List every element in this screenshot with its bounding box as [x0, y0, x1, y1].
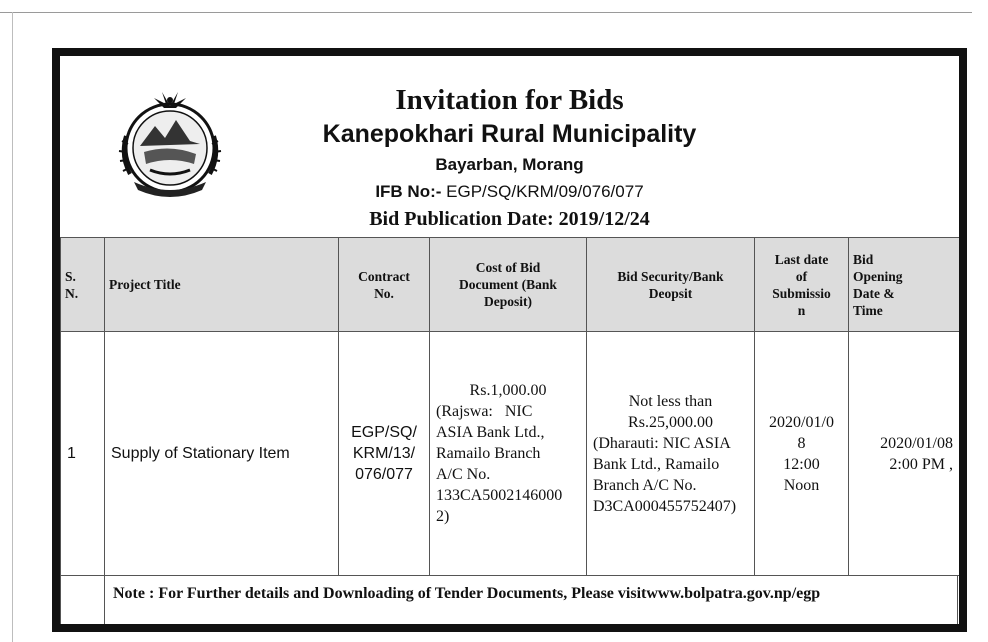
contract-line: 076/077 — [355, 466, 413, 483]
header-sn — [61, 238, 105, 332]
cost-line: 2) — [436, 508, 450, 525]
last-date-line: Noon — [783, 476, 820, 494]
cost-line: ASIA Bank Ltd., — [436, 424, 545, 441]
opening-date-line: 2:00 PM , — [889, 455, 953, 473]
cell-opening-date — [849, 332, 960, 576]
cost-line: Ramailo Branch — [436, 445, 541, 462]
header-contract-no — [339, 238, 430, 332]
bids-table — [60, 237, 960, 576]
cell-contract-no — [339, 332, 430, 576]
header-cost-line: Cost of Bid — [475, 260, 541, 275]
header-cost-line: Document (Bank — [459, 277, 557, 292]
note-text: Note : For Further details and Downloading of Tender Documents, Please visitwww.bolpatra.gov.np/egp — [113, 585, 821, 602]
note-divider — [957, 575, 958, 632]
cost-line: A/C No. — [436, 466, 491, 483]
header-open-line: Bid — [853, 251, 874, 267]
cost-line: Rs.1,000.00 — [469, 382, 547, 399]
opening-date-line: 2020/01/08 — [880, 434, 953, 452]
page-top-rule — [0, 12, 972, 13]
header-open-line: Time — [853, 302, 883, 318]
ifb-number — [60, 182, 959, 202]
cell-bid-security — [587, 332, 755, 576]
security-line: Branch A/C No. — [593, 476, 697, 494]
security-line: Not less than — [628, 392, 713, 410]
cell-cost-of-bid-document — [430, 332, 587, 576]
header-last-line: Last date — [774, 251, 829, 267]
note-row — [60, 575, 959, 632]
notice-title: Invitation for Bids — [395, 84, 624, 116]
header-project-title: Project Title — [105, 238, 339, 332]
contract-line: KRM/13/ — [352, 445, 416, 462]
publication-date: Bid Publication Date: 2019/12/24 — [369, 208, 650, 230]
ifb-label: IFB No:- — [375, 182, 442, 201]
header-last-date — [755, 238, 849, 332]
cell-last-date — [755, 332, 849, 576]
header-last-line: of — [795, 268, 808, 284]
header-contract-line: Contract — [358, 268, 410, 284]
header-open-line: Opening — [853, 268, 903, 284]
security-line: Rs.25,000.00 — [628, 413, 713, 431]
last-date-line: 2020/01/0 — [769, 413, 834, 431]
header-contract-line: No. — [374, 285, 394, 301]
header-opening-date — [849, 238, 960, 332]
cell-project-title: Supply of Stationary Item — [105, 332, 339, 576]
note-divider — [104, 575, 105, 632]
organization-address: Bayarban, Morang — [435, 155, 584, 174]
security-line: (Dharauti: NIC ASIA — [593, 434, 731, 452]
header-sn-line: S. — [65, 268, 76, 284]
header-bid-security — [587, 238, 755, 332]
header-last-line: n — [797, 302, 806, 318]
contract-line: EGP/SQ/ — [351, 424, 417, 441]
organization-name: Kanepokhari Rural Municipality — [322, 120, 697, 148]
table-header-row — [61, 238, 960, 332]
cell-sn: 1 — [61, 332, 105, 576]
note-divider — [60, 575, 61, 632]
header-sn-line: N. — [65, 285, 79, 301]
last-date-line: 8 — [797, 434, 806, 452]
header-last-line: Submissio — [772, 285, 831, 301]
cost-line: 133CA5002146000 — [436, 487, 563, 504]
security-line: Bank Ltd., Ramailo — [593, 455, 720, 473]
ifb-value: EGP/SQ/KRM/09/076/077 — [446, 182, 644, 201]
header-cost-of-bid-document — [430, 238, 587, 332]
page-left-rule — [12, 12, 13, 642]
bid-notice — [52, 48, 967, 632]
security-line: D3CA000455752407) — [593, 497, 737, 515]
header-security-line: Deopsit — [648, 285, 693, 301]
cost-line: (Rajswa: NIC — [436, 403, 533, 420]
header-security-line: Bid Security/Bank — [617, 268, 724, 284]
table-row — [61, 332, 960, 576]
header-cost-line: Deposit) — [484, 294, 532, 309]
last-date-line: 12:00 — [783, 455, 820, 473]
header-open-line: Date & — [853, 285, 895, 301]
